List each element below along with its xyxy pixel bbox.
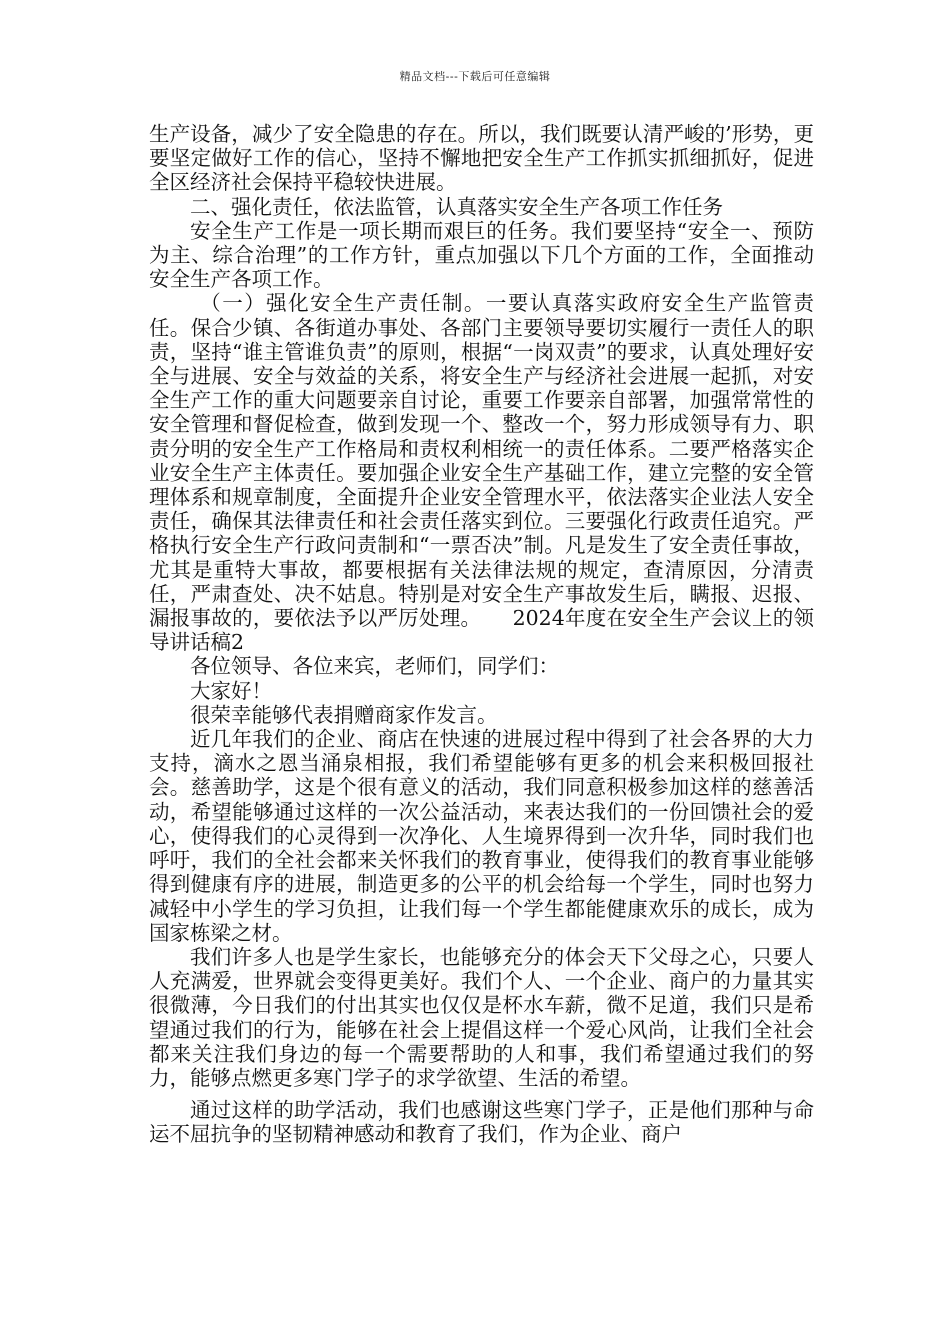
paragraph: 安全生产工作是一项长期而艰巨的任务。我们要坚持“安全一、预防为主、综合治理”的工作方针，重点加强以下几个方面的工作，全面推动安全生产各项工作。 [149, 218, 814, 292]
paragraph: 我们许多人也是学生家长，也能够充分的体会天下父母之心，只要人人充满爱，世界就会变得更美好。我们个人、一个企业、商户的力量其实很微薄，今日我们的付出其实也仅仅是杯水车薪，微不足道，我们只是希望通过我们的行为，能够在社会上提倡这样一个爱心风尚，让我们全社会都来关注我们身边的每一个需要帮助的人和事，我们希望通过我们的努力，能够点燃更多寒门学子的求学欲望、生活的希望。 [149, 944, 814, 1090]
page-header: 精品文档---下载后可任意编辑 [399, 70, 551, 83]
salutation: 各位领导、各位来宾，老师们，同学们： [190, 654, 559, 679]
paragraph: （一）强化安全生产责任制。一要认真落实政府安全生产监管责任。保合少镇、各街道办事处、各部门主要领导要切实履行一责任人的职责，坚持“谁主管谁负责”的原则，根据“一岗双责”的要求，认真处理好安全与进展、安全与效益的关系，将安全生产与经济社会进展一起抓，对安全生产工作的重大问题要亲自讨论，重要工作要亲自部署，加强常常性的安全管理和督促检查，做到发现一个、整改一个，努力形成领导有力、职责分明的安全生产工作格局和责权利相统一的责任体系。二要严格落实企业安全生产主体责任。要加强企业安全生产基础工作，建立完整的安全管理体系和规章制度，全面提升企业安全管理水平，依法落实企业法人安全责任，确保其法律责任和社会责任落实到位。三要强化行政责任追究。严格执行安全生产行政问责制和“一票否决”制。凡是发生了安全责任事故，尤其是重特大事故，都要根据有关法律法规的规定，查清原因，分清责任，严肃查处、决不姑息。特别是对安全生产事故发生后，瞒报、迟报、漏报事故的，要依法予以严厉处理。 2024年度在安全生产会议上的领导讲话稿2 [149, 291, 814, 655]
paragraph: 近几年我们的企业、商店在快速的进展过程中得到了社会各界的大力支持，滴水之恩当涌泉相报，我们希望能够有更多的机会来积极回报社会。慈善助学，这是个很有意义的活动，我们同意积极参加这样的慈善活动，希望能够通过这样的一次公益活动，来表达我们的一份回馈社会的爱心，使得我们的心灵得到一次净化、人生境界得到一次升华，同时我们也呼吁，我们的全社会都来关怀我们的教育事业，使得我们的教育事业能够得到健康有序的进展，制造更多的公平的机会给每一个学生，同时也努力减轻中小学生的学习负担，让我们每一个学生都能健康欢乐的成长，成为国家栋梁之材。 [149, 727, 814, 945]
document-body [149, 122, 814, 1147]
paragraph: 通过这样的助学活动，我们也感谢这些寒门学子，正是他们那种与命运不屈抗争的坚韧精神感动和教育了我们，作为企业、商户 [149, 1098, 814, 1147]
paragraph: 生产设备，减少了安全隐患的存在。所以，我们既要认清严峻的’形势，更要坚定做好工作的信心，坚持不懈地把安全生产工作抓实抓细抓好，促进全区经济社会保持平稳较快进展。 [149, 122, 814, 195]
greeting: 大家好！ [190, 678, 272, 703]
section-heading: 二、强化责任，依法监管，认真落实安全生产各项工作任务 [190, 194, 723, 219]
paragraph: 很荣幸能够代表捐赠商家作发言。 [190, 702, 498, 727]
